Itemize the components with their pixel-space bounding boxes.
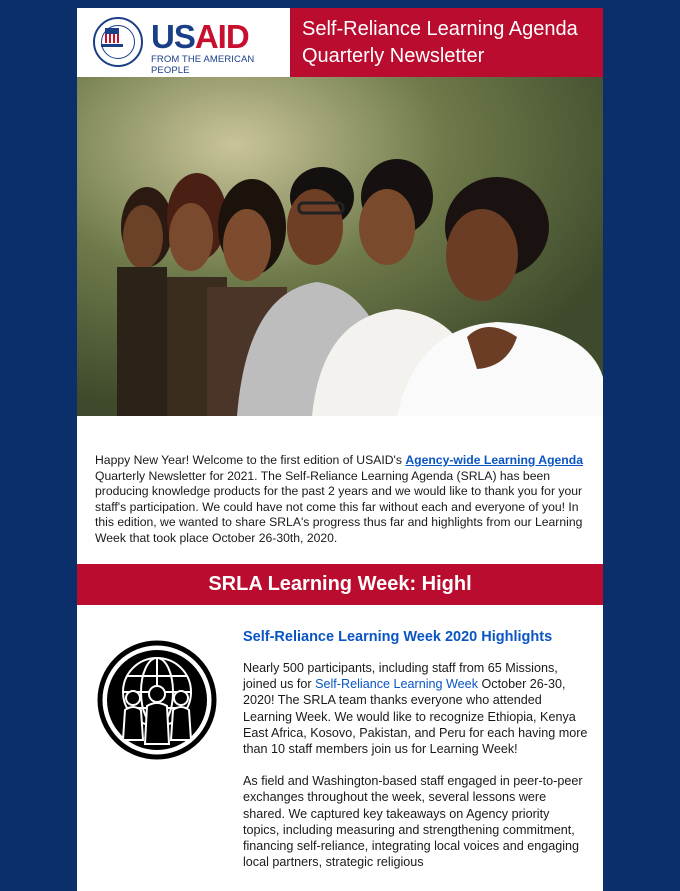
newsletter-title: [290, 8, 603, 77]
usaid-logo: [77, 8, 290, 77]
newsletter-title-line2: Quarterly Newsletter: [302, 45, 485, 67]
highlights-paragraph-2: As field and Washington-based staff engaged in peer-to-peer exchanges throughout the week, several lessons were shared. We captured key takeaways on Agency priority topics, including measuring and strengthening commitment, financing self-reliance, integrating local voices and engaging local partners, strategic religious: [243, 774, 583, 870]
newsletter-sheet: [77, 8, 603, 891]
group-photo-image: [77, 77, 603, 416]
intro-paragraph: Happy New Year! Welcome to the first edition of USAID's Agency-wide Learning Agenda Quarterly Newsletter for 2021. The Self-Reliance Learning Agenda (SRLA) has been producing knowledge products for the past 2 years and we would like to thank you for your staff's participation. We could have not come this far without each and everyone of you! In this edition, we wanted to share SRLA's progress thus far and highlights from our Learning Week that took place October 26-30th, 2020.: [95, 453, 583, 545]
newsletter-header: [77, 8, 603, 77]
section-banner: SRLA Learning Week: Highl: [77, 564, 603, 605]
usaid-wordmark: USAID: [151, 18, 249, 55]
learning-week-link[interactable]: Self-Reliance Learning Week: [315, 677, 478, 692]
community-people-icon: [97, 640, 217, 760]
highlights-title: Self-Reliance Learning Week 2020 Highlights: [243, 629, 553, 645]
newsletter-title-line1: Self-Reliance Learning Agenda: [302, 18, 578, 40]
highlights-paragraph-1: Nearly 500 participants, including staff from 65 Missions, joined us for Self-Reliance Learning Week October 26-30, 2020! The SRLA team thanks everyone who attended Learning Week. We would like to recognize Ethiopia, Kenya East Africa, Kosovo, Pakistan, and Peru for each having more than 10 staff members join us for Learning Week!: [243, 661, 588, 757]
hero-photo: [77, 77, 603, 416]
learning-agenda-link[interactable]: Agency-wide Learning Agenda: [405, 453, 583, 467]
highlights-body: [243, 660, 588, 886]
usaid-tagline: FROM THE AMERICAN PEOPLE: [151, 54, 255, 76]
usaid-seal-icon: [93, 17, 143, 67]
